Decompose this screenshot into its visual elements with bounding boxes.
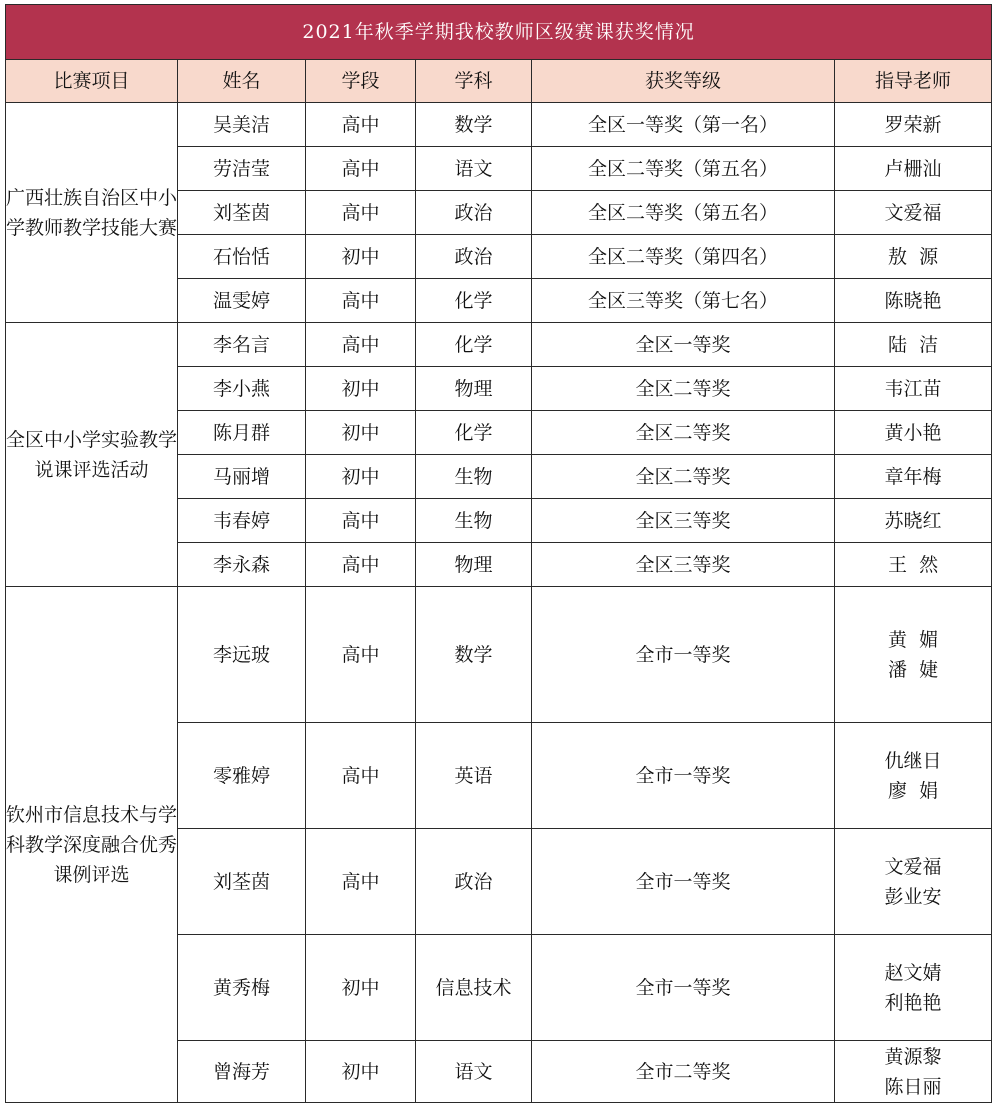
subject-cell: 信息技术 bbox=[416, 935, 532, 1041]
table-row bbox=[6, 103, 992, 147]
stage-cell: 高中 bbox=[306, 587, 416, 723]
stage-cell: 高中 bbox=[306, 829, 416, 935]
advisor-name: 敖 源 bbox=[887, 245, 939, 268]
award-cell: 全市一等奖 bbox=[532, 935, 835, 1041]
name-cell: 马丽增 bbox=[178, 455, 306, 499]
advisor-cell bbox=[835, 1041, 992, 1103]
award-table bbox=[5, 4, 992, 1103]
name-cell: 零雅婷 bbox=[178, 723, 306, 829]
contest-cell: 全区中小学实验教学说课评选活动 bbox=[6, 323, 178, 587]
stage-cell: 高中 bbox=[306, 323, 416, 367]
advisor-name: 韦江苗 bbox=[884, 377, 942, 400]
advisor-name: 赵文婧 bbox=[884, 961, 942, 984]
subject-cell: 数学 bbox=[416, 587, 532, 723]
award-cell: 全市一等奖 bbox=[532, 587, 835, 723]
award-cell: 全区三等奖 bbox=[532, 543, 835, 587]
name-cell: 吴美洁 bbox=[178, 103, 306, 147]
award-cell: 全区二等奖 bbox=[532, 455, 835, 499]
header-subject: 学科 bbox=[416, 60, 532, 103]
subject-cell: 生物 bbox=[416, 499, 532, 543]
name-cell: 陈月群 bbox=[178, 411, 306, 455]
header-advisor: 指导老师 bbox=[835, 60, 992, 103]
subject-cell: 政治 bbox=[416, 829, 532, 935]
header-stage: 学段 bbox=[306, 60, 416, 103]
name-cell: 劳洁莹 bbox=[178, 147, 306, 191]
header-award: 获奖等级 bbox=[532, 60, 835, 103]
contest-cell: 钦州市信息技术与学科教学深度融合优秀课例评选 bbox=[6, 587, 178, 1103]
advisor-cell bbox=[835, 587, 992, 723]
stage-cell: 高中 bbox=[306, 147, 416, 191]
stage-cell: 初中 bbox=[306, 935, 416, 1041]
stage-cell: 高中 bbox=[306, 723, 416, 829]
advisor-name: 陆 洁 bbox=[887, 333, 939, 356]
name-cell: 李永森 bbox=[178, 543, 306, 587]
name-cell: 刘荃茵 bbox=[178, 191, 306, 235]
subject-cell: 物理 bbox=[416, 543, 532, 587]
name-cell: 石怡恬 bbox=[178, 235, 306, 279]
advisor-cell bbox=[835, 147, 992, 191]
advisor-cell bbox=[835, 235, 992, 279]
name-cell: 李小燕 bbox=[178, 367, 306, 411]
title-row bbox=[6, 5, 992, 60]
award-cell: 全区三等奖 bbox=[532, 499, 835, 543]
award-cell: 全市二等奖 bbox=[532, 1041, 835, 1103]
name-cell: 刘荃茵 bbox=[178, 829, 306, 935]
name-cell: 李名言 bbox=[178, 323, 306, 367]
name-cell: 曾海芳 bbox=[178, 1041, 306, 1103]
advisor-cell bbox=[835, 543, 992, 587]
subject-cell: 化学 bbox=[416, 411, 532, 455]
subject-cell: 物理 bbox=[416, 367, 532, 411]
advisor-name: 黄 媚 bbox=[887, 628, 939, 651]
award-cell: 全区二等奖（第四名） bbox=[532, 235, 835, 279]
stage-cell: 初中 bbox=[306, 455, 416, 499]
advisor-cell bbox=[835, 279, 992, 323]
table-row bbox=[6, 323, 992, 367]
advisor-cell bbox=[835, 829, 992, 935]
award-cell: 全区二等奖 bbox=[532, 367, 835, 411]
advisor-cell bbox=[835, 103, 992, 147]
award-cell: 全区一等奖（第一名） bbox=[532, 103, 835, 147]
advisor-cell bbox=[835, 499, 992, 543]
advisor-name: 潘 婕 bbox=[887, 658, 939, 681]
advisor-name: 章年梅 bbox=[884, 465, 942, 488]
subject-cell: 生物 bbox=[416, 455, 532, 499]
subject-cell: 数学 bbox=[416, 103, 532, 147]
stage-cell: 高中 bbox=[306, 279, 416, 323]
advisor-cell bbox=[835, 411, 992, 455]
award-cell: 全区三等奖（第七名） bbox=[532, 279, 835, 323]
advisor-name: 仇继日 bbox=[884, 749, 942, 772]
advisor-cell bbox=[835, 191, 992, 235]
table-title: 2021年秋季学期我校教师区级赛课获奖情况 bbox=[6, 5, 992, 60]
name-cell: 黄秀梅 bbox=[178, 935, 306, 1041]
header-name: 姓名 bbox=[178, 60, 306, 103]
advisor-name: 苏晓红 bbox=[884, 509, 942, 532]
advisor-name: 文爱福 bbox=[884, 855, 942, 878]
advisor-name: 王 然 bbox=[887, 553, 939, 576]
advisor-cell bbox=[835, 935, 992, 1041]
award-cell: 全区二等奖 bbox=[532, 411, 835, 455]
subject-cell: 语文 bbox=[416, 1041, 532, 1103]
subject-cell: 政治 bbox=[416, 191, 532, 235]
award-cell: 全市一等奖 bbox=[532, 829, 835, 935]
name-cell: 温雯婷 bbox=[178, 279, 306, 323]
advisor-cell bbox=[835, 367, 992, 411]
advisor-name: 黄源黎 bbox=[884, 1045, 942, 1068]
stage-cell: 高中 bbox=[306, 103, 416, 147]
header-row bbox=[6, 60, 992, 103]
header-contest: 比赛项目 bbox=[6, 60, 178, 103]
stage-cell: 初中 bbox=[306, 235, 416, 279]
stage-cell: 初中 bbox=[306, 367, 416, 411]
advisor-name: 彭业安 bbox=[884, 885, 942, 908]
advisor-name: 文爱福 bbox=[884, 201, 942, 224]
name-cell: 李远玻 bbox=[178, 587, 306, 723]
stage-cell: 高中 bbox=[306, 191, 416, 235]
advisor-name: 廖 娟 bbox=[887, 779, 939, 802]
advisor-name: 陈晓艳 bbox=[884, 289, 942, 312]
advisor-cell bbox=[835, 323, 992, 367]
award-cell: 全区二等奖（第五名） bbox=[532, 191, 835, 235]
advisor-name: 陈日丽 bbox=[884, 1075, 942, 1098]
subject-cell: 语文 bbox=[416, 147, 532, 191]
table-row bbox=[6, 587, 992, 723]
subject-cell: 英语 bbox=[416, 723, 532, 829]
award-cell: 全区二等奖（第五名） bbox=[532, 147, 835, 191]
advisor-name: 黄小艳 bbox=[884, 421, 942, 444]
advisor-cell bbox=[835, 723, 992, 829]
award-cell: 全区一等奖 bbox=[532, 323, 835, 367]
advisor-name: 罗荣新 bbox=[884, 113, 942, 136]
subject-cell: 化学 bbox=[416, 279, 532, 323]
subject-cell: 化学 bbox=[416, 323, 532, 367]
subject-cell: 政治 bbox=[416, 235, 532, 279]
stage-cell: 高中 bbox=[306, 543, 416, 587]
contest-cell: 广西壮族自治区中小学教师教学技能大赛 bbox=[6, 103, 178, 323]
name-cell: 韦春婷 bbox=[178, 499, 306, 543]
award-cell: 全市一等奖 bbox=[532, 723, 835, 829]
stage-cell: 初中 bbox=[306, 1041, 416, 1103]
advisor-name: 卢栅汕 bbox=[884, 157, 942, 180]
stage-cell: 初中 bbox=[306, 411, 416, 455]
advisor-cell bbox=[835, 455, 992, 499]
advisor-name: 利艳艳 bbox=[884, 991, 942, 1014]
stage-cell: 高中 bbox=[306, 499, 416, 543]
